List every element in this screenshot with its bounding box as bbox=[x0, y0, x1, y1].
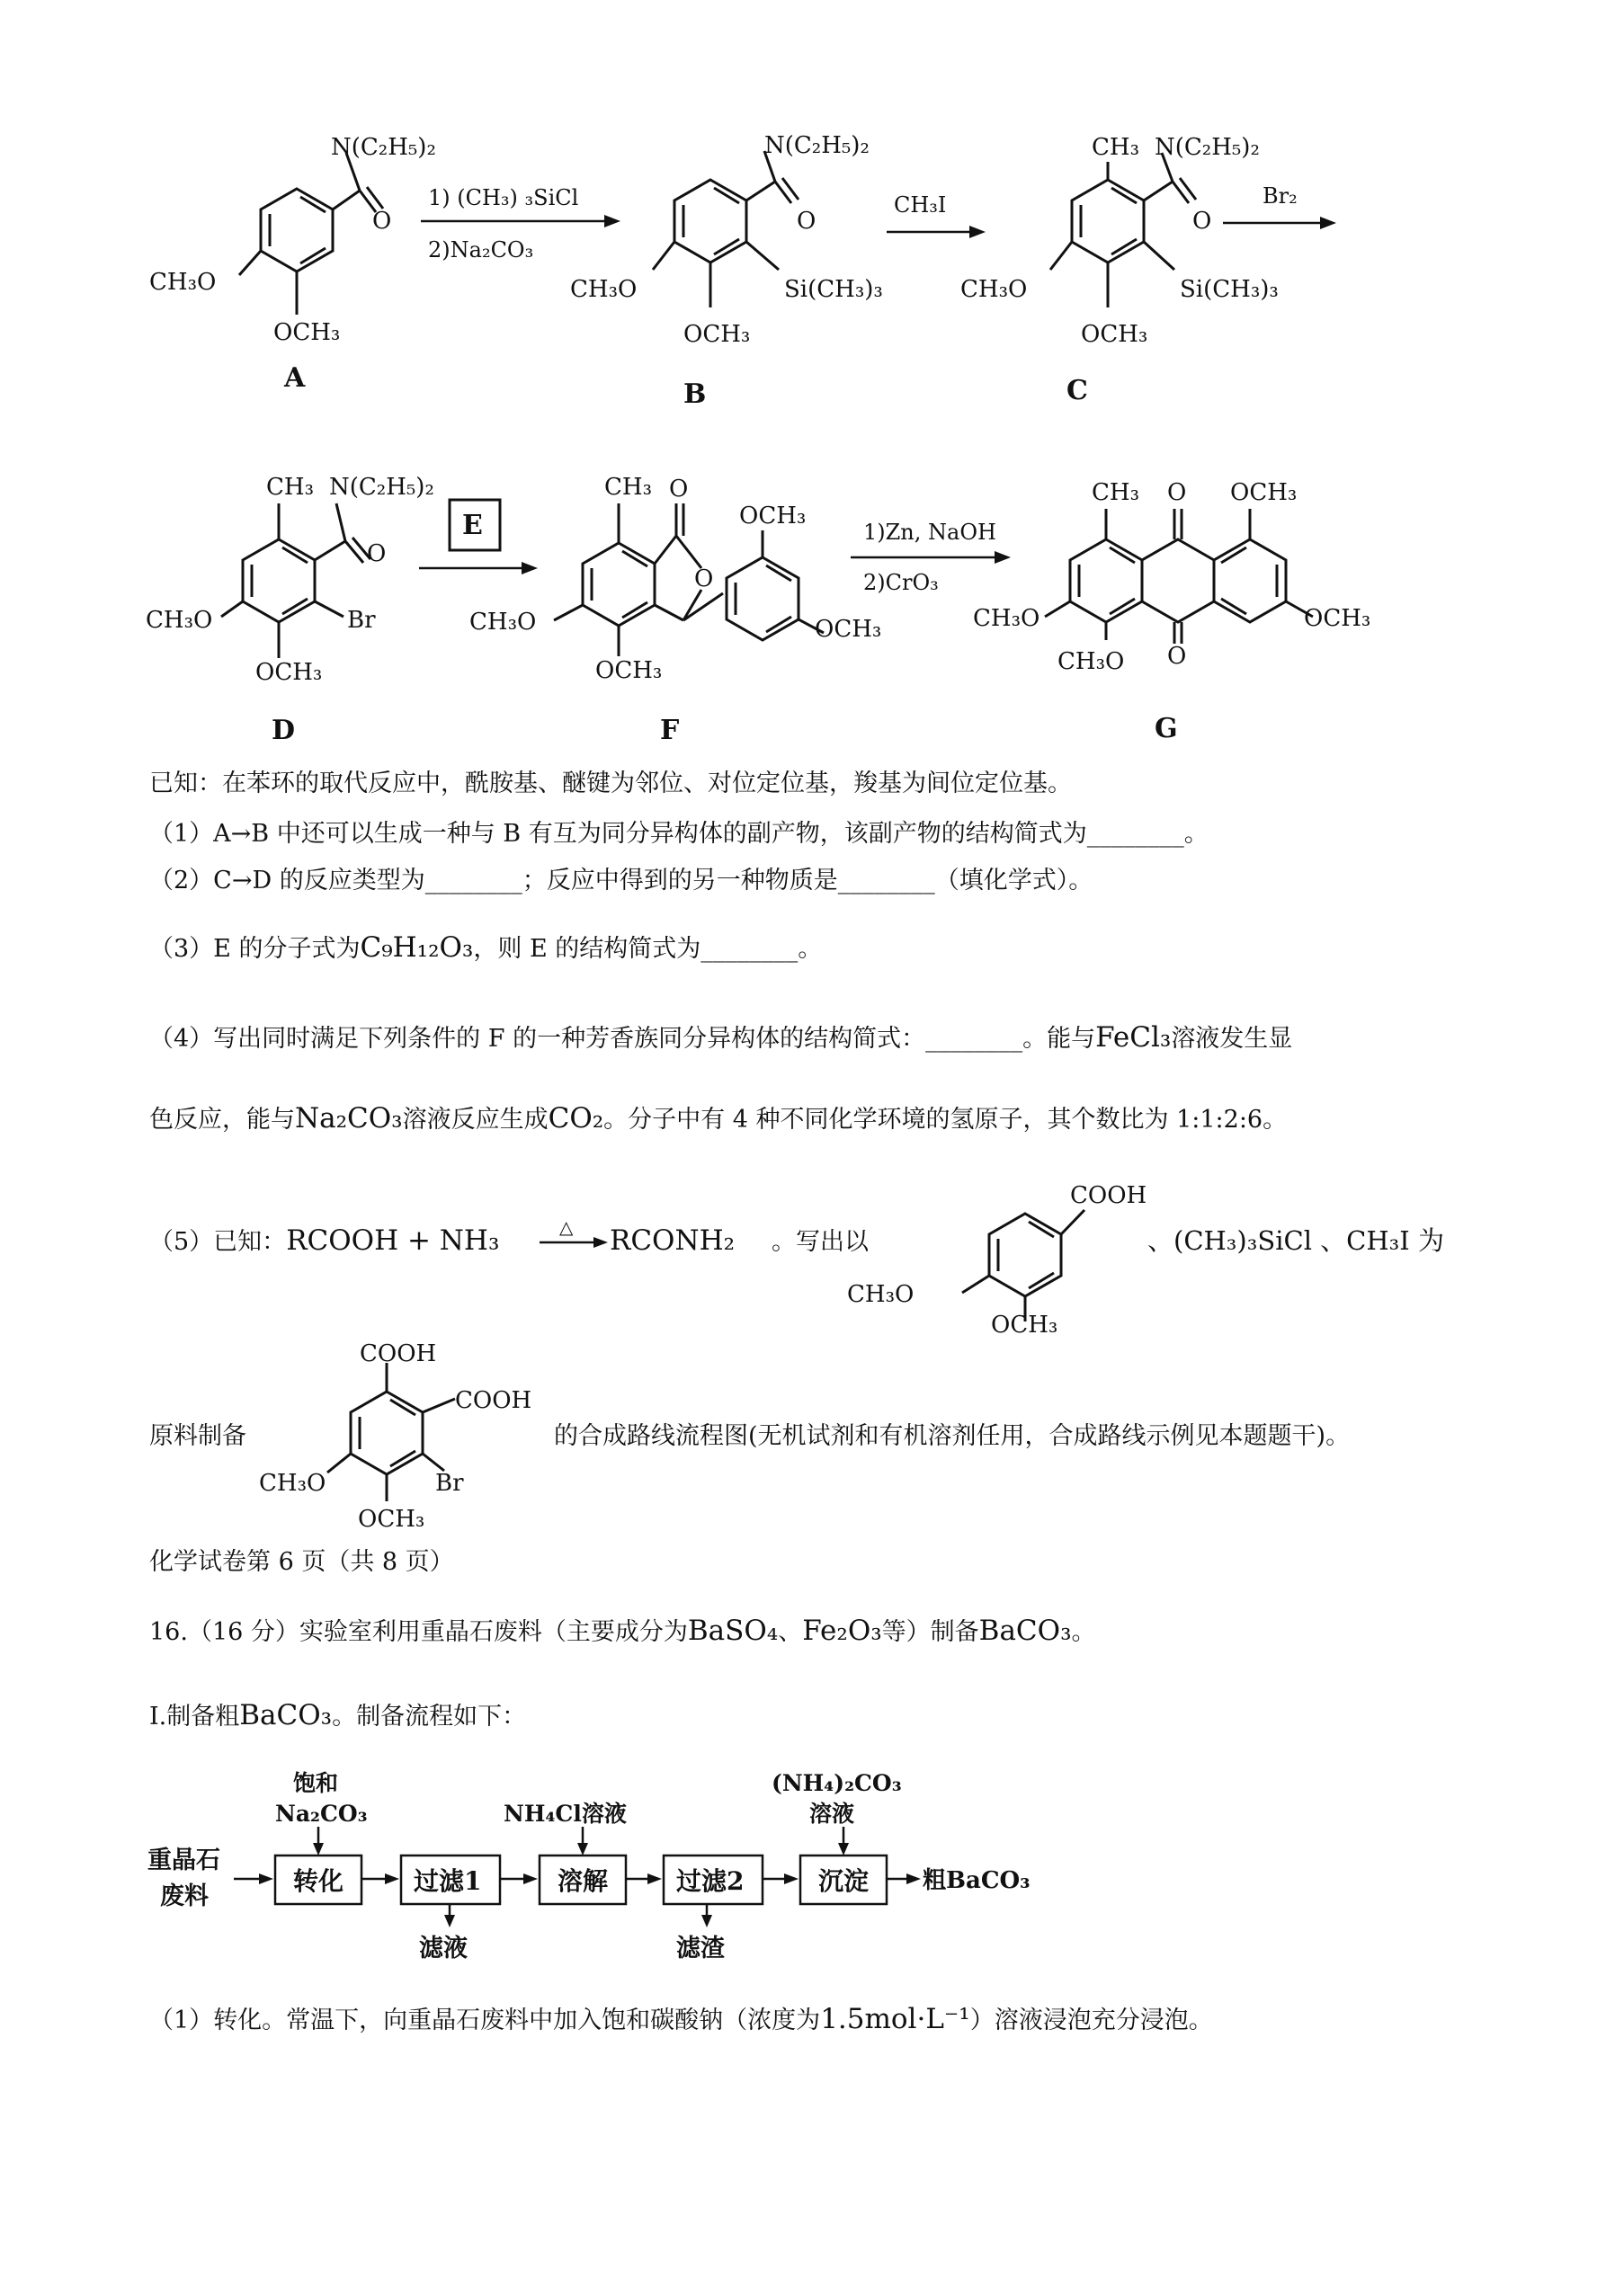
q16-pre: 16.（16 分）实验室利用重晶石废料（主要成分为 bbox=[149, 1618, 688, 1646]
question-16-1 bbox=[149, 2003, 1213, 2037]
q16-baso4: BaSO₄ bbox=[687, 1615, 779, 1647]
b-methoxy-1: CH₃O bbox=[570, 276, 638, 303]
question-15-2: （2）C→D 的反应类型为________；反应中得到的另一种物质是________（填化学式）。 bbox=[149, 867, 1093, 894]
q5-sm-methoxy-2: OCH₃ bbox=[991, 1312, 1058, 1339]
flow-output-2: 滤液 bbox=[419, 1935, 468, 1962]
question-16 bbox=[149, 1615, 1096, 1649]
arrow-a-to-b bbox=[421, 185, 620, 263]
g-methoxy-4: OCH₃ bbox=[1304, 605, 1371, 632]
flow-input-1b: Na₂CO₃ bbox=[275, 1801, 368, 1827]
q5-tg-methoxy-1: CH₃O bbox=[259, 1470, 326, 1497]
g-carbonyl-o-top: O bbox=[1167, 479, 1187, 506]
flow-start-1: 重晶石 bbox=[147, 1847, 220, 1874]
flow-step-5-label: 沉淀 bbox=[818, 1866, 870, 1896]
reagent-cd: Br₂ bbox=[1263, 183, 1298, 209]
molecule-a bbox=[149, 134, 436, 394]
c-methoxy-1: CH₃O bbox=[960, 276, 1028, 303]
part1-post: 。制备流程如下： bbox=[332, 1703, 527, 1731]
g-carbonyl-o-bottom: O bbox=[1167, 643, 1187, 670]
question-15-4-line1 bbox=[149, 1021, 1292, 1055]
molecule-d bbox=[146, 474, 434, 746]
arrow-d-to-f bbox=[419, 500, 538, 574]
q4-line1-post: 溶液发生显 bbox=[1171, 1025, 1293, 1053]
q5-tg-bromo: Br bbox=[435, 1470, 464, 1497]
flow-output-4: 滤渣 bbox=[676, 1935, 725, 1962]
label-a: A bbox=[284, 362, 306, 394]
flow-input-5b: 溶液 bbox=[809, 1801, 855, 1827]
q4-fecl3: FeCl₃ bbox=[1095, 1021, 1172, 1054]
f-methoxy-4: OCH₃ bbox=[815, 616, 882, 643]
molecule-c bbox=[960, 134, 1279, 406]
d-bromo: Br bbox=[347, 607, 376, 634]
flow-input-5a: (NH₄)₂CO₃ bbox=[772, 1770, 902, 1796]
label-f: F bbox=[660, 715, 680, 746]
c-carbonyl-o: O bbox=[1192, 208, 1212, 235]
process-flow-chart bbox=[0, 1753, 1624, 1987]
c-amide: N(C₂H₅)₂ bbox=[1155, 134, 1260, 161]
q16-1-pre: （1）转化。常温下，向重晶石废料中加入饱和碳酸钠（浓度为 bbox=[149, 2007, 821, 2034]
q16-mid: 等）制备 bbox=[881, 1618, 979, 1646]
label-b: B bbox=[683, 378, 707, 410]
q4-na2co3: Na₂CO₃ bbox=[295, 1102, 403, 1135]
flow-input-1a: 饱和 bbox=[293, 1770, 339, 1796]
b-methoxy-2: OCH₃ bbox=[683, 321, 751, 348]
q5-target-molecule bbox=[252, 1339, 576, 1537]
q3-pre: （3）E 的分子式为 bbox=[149, 935, 361, 963]
reagent-e: E bbox=[462, 510, 483, 541]
f-methyl: CH₃ bbox=[604, 474, 652, 501]
arrow-b-to-c bbox=[887, 192, 986, 238]
part-1-title bbox=[149, 1699, 526, 1733]
flow-step-4-label: 过滤2 bbox=[676, 1866, 745, 1896]
f-ring-o: O bbox=[694, 565, 714, 592]
q5-line2-post: 的合成路线流程图(无机试剂和有机溶剂任用，合成路线示例见本题题干)。 bbox=[554, 1422, 1351, 1450]
reagent-fg-1: 1)Zn, NaOH bbox=[863, 520, 996, 545]
d-methoxy-2: OCH₃ bbox=[255, 659, 323, 686]
question-15-1: （1）A→B 中还可以生成一种与 B 有互为同分异构体的副产物，该副产物的结构简式为________。 bbox=[149, 820, 1209, 848]
q4-line2-pre: 色反应，能与 bbox=[149, 1106, 295, 1134]
a-carbonyl-o: O bbox=[372, 208, 392, 235]
flow-start-2: 废料 bbox=[160, 1882, 209, 1910]
arrow-f-to-g bbox=[851, 520, 1011, 595]
reagent-fg-2: 2)CrO₃ bbox=[863, 570, 939, 595]
c-methoxy-2: OCH₃ bbox=[1081, 321, 1148, 348]
molecule-f bbox=[469, 474, 881, 746]
part1-baco3: BaCO₃ bbox=[239, 1699, 333, 1731]
f-methoxy-2: OCH₃ bbox=[595, 657, 663, 684]
arrow-c-to-d bbox=[1223, 183, 1336, 229]
flow-step-1-label: 转化 bbox=[293, 1866, 344, 1896]
q3-post: ，则 E 的结构简式为________。 bbox=[473, 935, 823, 963]
g-methoxy-1: OCH₃ bbox=[1230, 479, 1298, 506]
page-footer: 化学试卷第 6 页（共 8 页） bbox=[149, 1548, 454, 1576]
synthesis-scheme bbox=[0, 0, 1624, 755]
question-15-4-line2 bbox=[149, 1102, 1287, 1136]
a-methoxy-2: OCH₃ bbox=[273, 319, 341, 346]
d-methoxy-1: CH₃O bbox=[146, 607, 213, 634]
q5-sm-cooh: COOH bbox=[1070, 1182, 1147, 1209]
reagent-bc: CH₃I bbox=[894, 192, 947, 218]
f-methoxy-3: OCH₃ bbox=[739, 503, 807, 530]
d-amide: N(C₂H₅)₂ bbox=[329, 474, 434, 501]
q16-1-post: ）溶液浸泡充分浸泡。 bbox=[969, 2007, 1213, 2034]
reagent-ab-1: 1) (CH₃) ₃SiCl bbox=[428, 185, 579, 210]
molecule-g bbox=[973, 479, 1370, 744]
q16-post: 。 bbox=[1071, 1618, 1096, 1646]
q16-1-conc: 1.5mol·L⁻¹ bbox=[820, 2003, 970, 2035]
q4-line2-post: 。分子中有 4 种不同化学环境的氢原子，其个数比为 1:1:2:6。 bbox=[603, 1106, 1288, 1134]
question-15-3 bbox=[149, 931, 822, 966]
g-methyl: CH₃ bbox=[1092, 479, 1139, 506]
known-note: 已知：在苯环的取代反应中，酰胺基、醚键为邻位、对位定位基，羧基为间位定位基。 bbox=[149, 770, 1072, 797]
q3-formula: C₉H₁₂O₃ bbox=[360, 931, 474, 964]
label-d: D bbox=[272, 715, 296, 746]
c-silyl: Si(CH₃)₃ bbox=[1180, 276, 1279, 303]
b-silyl: Si(CH₃)₃ bbox=[784, 276, 883, 303]
q5-equation-and-start-material bbox=[0, 1160, 1624, 1339]
q5-tg-cooh-2: COOH bbox=[455, 1387, 532, 1414]
q5-pre: （5）已知： bbox=[149, 1228, 287, 1256]
part1-pre: Ⅰ.制备粗 bbox=[149, 1703, 240, 1731]
flow-step-2-label: 过滤1 bbox=[414, 1866, 482, 1896]
q16-baco3: BaCO₃ bbox=[978, 1615, 1072, 1647]
f-methoxy-1: CH₃O bbox=[469, 609, 537, 636]
b-amide: N(C₂H₅)₂ bbox=[764, 132, 870, 159]
reagent-ab-2: 2)Na₂CO₃ bbox=[428, 237, 534, 263]
q4-co2: CO₂ bbox=[548, 1102, 604, 1135]
label-g: G bbox=[1155, 713, 1178, 744]
q5-post: 、(CH₃)₃SiCl 、CH₃I 为 bbox=[1147, 1225, 1444, 1256]
d-methyl: CH₃ bbox=[266, 474, 314, 501]
a-amide: N(C₂H₅)₂ bbox=[331, 134, 436, 161]
d-carbonyl-o: O bbox=[367, 540, 387, 567]
q5-sm-methoxy-1: CH₃O bbox=[847, 1281, 915, 1308]
f-carbonyl-o: O bbox=[669, 476, 689, 503]
q5-mid: 。写出以 bbox=[772, 1228, 869, 1256]
q5-eq-cond: △ bbox=[559, 1216, 574, 1238]
flow-step-3-label: 溶解 bbox=[558, 1866, 609, 1896]
g-methoxy-2: CH₃O bbox=[973, 605, 1040, 632]
q5-line2-pre: 原料制备 bbox=[149, 1422, 246, 1450]
molecule-b bbox=[570, 132, 883, 410]
g-methoxy-3: CH₃O bbox=[1057, 648, 1125, 675]
q5-eq-left: RCOOH + NH₃ bbox=[286, 1224, 500, 1257]
q5-tg-methoxy-2: OCH₃ bbox=[358, 1506, 425, 1533]
label-c: C bbox=[1066, 375, 1088, 406]
q4-line2-mid: 溶液反应生成 bbox=[402, 1106, 549, 1134]
q4-line1-pre: （4）写出同时满足下列条件的 F 的一种芳香族同分异构体的结构简式：________。能与 bbox=[149, 1025, 1096, 1053]
flow-product: 粗BaCO₃ bbox=[923, 1867, 1031, 1894]
b-carbonyl-o: O bbox=[797, 208, 816, 235]
c-methyl: CH₃ bbox=[1092, 134, 1139, 161]
q5-tg-cooh-1: COOH bbox=[360, 1340, 437, 1367]
q5-eq-right: RCONH₂ bbox=[610, 1224, 736, 1257]
q16-sep: 、 bbox=[778, 1618, 803, 1646]
q16-fe2o3: Fe₂O₃ bbox=[802, 1615, 882, 1647]
flow-input-3: NH₄Cl溶液 bbox=[504, 1801, 627, 1827]
a-methoxy-1: CH₃O bbox=[149, 269, 217, 296]
